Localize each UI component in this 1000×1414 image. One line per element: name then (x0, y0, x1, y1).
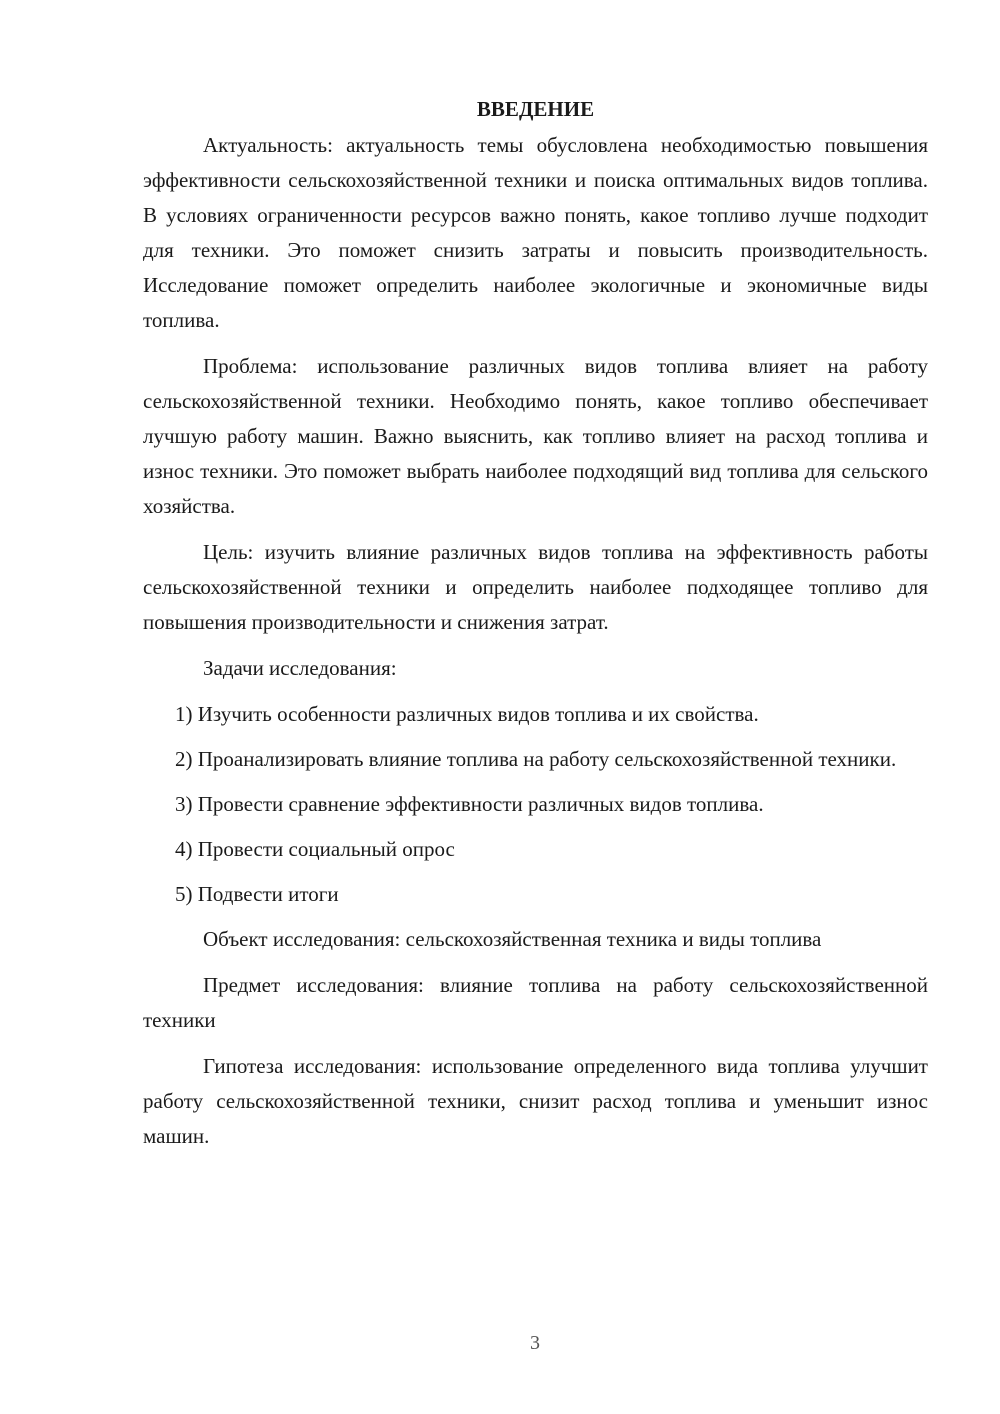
paragraph-problem: Проблема: использование различных видов топлива влияет на работу сельскохозяйственной техники. Необходимо понять, какое топливо обеспечивает лучшую работу машин. Важно выяснить, как топливо влияет на расход топлива и износ техники. Это поможет выбрать наиболее подходящий вид топлива для сельского хозяйства. (143, 354, 928, 518)
paragraph-relevance: Актуальность: актуальность темы обусловлена необходимостью повышения эффективности сельскохозяйственной техники и поиска оптимальных видов топлива. В условиях ограниченности ресурсов важно понять, какое топливо лучше подходит для техники. Это поможет снизить затраты и повысить производительность. Исследование поможет определить наиболее экологичные и экономичные виды топлива. (143, 133, 928, 332)
task-item-4: 4) Провести социальный опрос (175, 837, 455, 861)
paragraph-object: Объект исследования: сельскохозяйственная техника и виды топлива (203, 927, 822, 951)
task-item-5: 5) Подвести итоги (175, 882, 339, 906)
paragraph-subject: Предмет исследования: влияние топлива на работу сельскохозяйственной техники (143, 973, 928, 1032)
task-item-3: 3) Провести сравнение эффективности различных видов топлива. (175, 792, 764, 816)
paragraph-hypothesis: Гипотеза исследования: использование определенного вида топлива улучшит работу сельскохозяйственной техники, снизит расход топлива и уменьшит износ машин. (143, 1054, 928, 1148)
paragraph-goal: Цель: изучить влияние различных видов топлива на эффективность работы сельскохозяйственной техники и определить наиболее подходящее топливо для повышения производительности и снижения затрат. (143, 540, 928, 634)
task-item-1: 1) Изучить особенности различных видов топлива и их свойства. (175, 702, 759, 726)
document-page (143, 92, 928, 1165)
tasks-heading: Задачи исследования: (203, 656, 397, 680)
page-number: 3 (530, 1332, 540, 1354)
page-title: ВВЕДЕНИЕ (476, 97, 595, 121)
task-item-2: 2) Проанализировать влияние топлива на работу сельскохозяйственной техники. (175, 747, 897, 771)
